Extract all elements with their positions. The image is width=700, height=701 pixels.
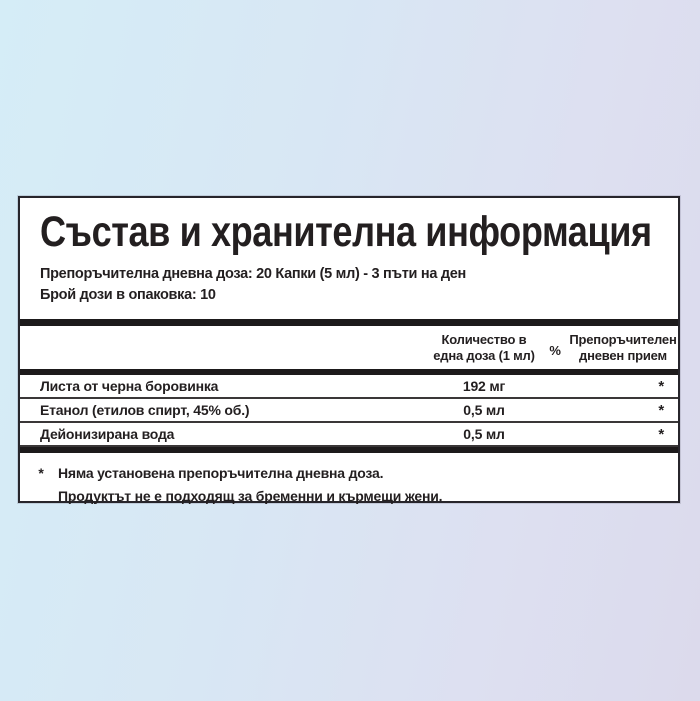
column-header-amount-line1: Количество в (441, 331, 527, 347)
table-row (20, 399, 678, 423)
recommended-daily-dose-line: Препоръчителна дневна доза: 20 Капки (5 мл) - 3 пъти на ден (40, 266, 466, 282)
ingredient-amount: 192 мг (462, 378, 506, 394)
column-header-amount-line2: една доза (1 мл) (433, 347, 535, 363)
ingredient-amount: 0,5 мл (463, 402, 505, 418)
ingredient-amount: 0,5 мл (463, 426, 505, 442)
column-header-rdi-line1: Препоръчителен (569, 331, 677, 347)
table-row (20, 375, 678, 399)
ingredient-rdi-asterisk: * (658, 425, 664, 443)
supplement-facts-panel (18, 196, 680, 503)
column-header-rdi-line2: дневен прием (579, 347, 667, 363)
footnote (20, 453, 678, 508)
ingredient-name: Листа от черна боровинка (40, 378, 219, 394)
thick-divider-top (20, 319, 678, 326)
column-header-amount (412, 332, 542, 364)
footnote-line-no-rdi: Няма установена препоръчителна дневна доза. (58, 465, 384, 481)
column-header-percent: % (549, 342, 561, 358)
ingredient-name: Етанол (етилов спирт, 45% об.) (40, 402, 250, 418)
dosage-info (40, 264, 658, 306)
footnote-text (58, 462, 658, 508)
ingredient-rdi-asterisk: * (658, 401, 664, 419)
ingredient-rdi-asterisk: * (658, 377, 664, 395)
footnote-asterisk: * (38, 465, 44, 481)
doses-per-package-line: Брой дози в опаковка: 10 (40, 287, 216, 303)
table-row (20, 423, 678, 447)
table-header-row (20, 326, 678, 369)
ingredient-name: Дейонизирана вода (40, 426, 175, 442)
column-header-rdi (568, 332, 678, 364)
footnote-line-pregnancy-warning: Продуктът не е подходящ за бременни и кърмещи жени. (58, 488, 443, 504)
panel-title: Състав и хранителна информация (40, 208, 652, 256)
